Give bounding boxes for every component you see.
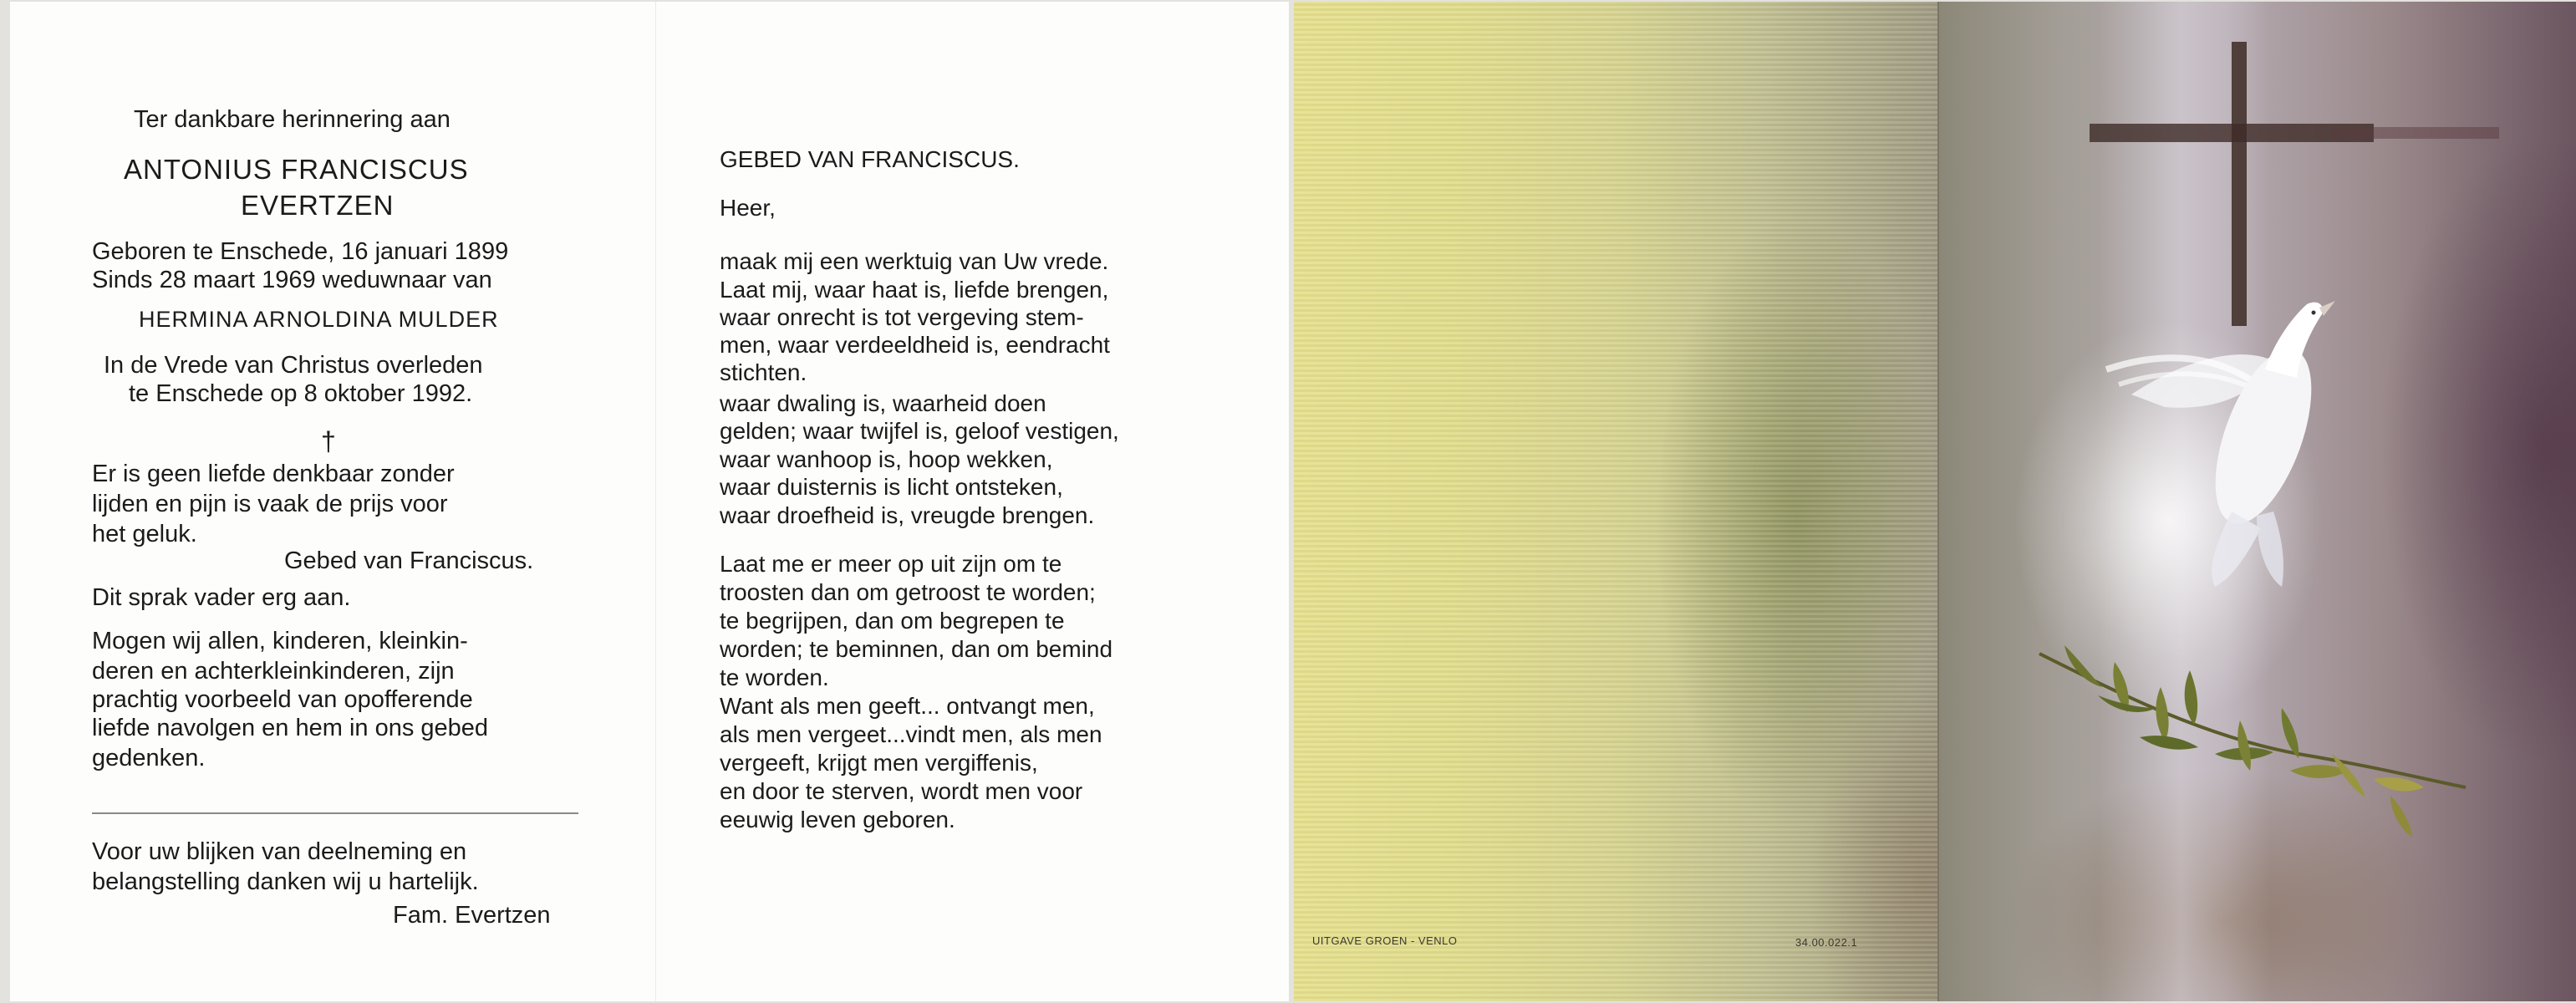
prayer-line: gelden; waar twijfel is, geloof vestigen, <box>720 418 1119 444</box>
prayer-title: GEBED VAN FRANCISCUS. <box>720 146 1020 172</box>
death-line2: te Enschede op 8 oktober 1992. <box>129 380 473 407</box>
catalog-number: 34.00.022.1 <box>1795 936 1858 949</box>
birth-line: Geboren te Enschede, 16 januari 1899 <box>92 238 509 265</box>
spouse-name: HERMINA ARNOLDINA MULDER <box>139 307 499 332</box>
widower-line: Sinds 28 maart 1969 weduwnaar van <box>92 267 492 293</box>
cross-symbol: † <box>321 426 336 456</box>
prayer-line: Laat me er meer op uit zijn om te <box>720 551 1062 577</box>
prayer-line: worden; te beminnen, dan om bemind <box>720 636 1113 662</box>
intro-text: Ter dankbare herinnering aan <box>134 106 451 133</box>
prayer-line: waar dwaling is, waarheid doen <box>720 390 1046 416</box>
prayer-line: te worden. <box>720 664 829 690</box>
artwork-illustration <box>1939 2 2576 1001</box>
wish-line-4: liefde navolgen en hem in ons gebed <box>92 715 489 741</box>
prayer-line: waar duisternis is licht ontsteken, <box>720 474 1063 500</box>
thanks-line-1: Voor uw blijken van deelneming en <box>92 838 467 865</box>
prayer-panel <box>655 2 1289 1001</box>
prayer-line: waar droefheid is, vreugde brengen. <box>720 502 1095 528</box>
prayer-line: stichten. <box>720 359 807 385</box>
wish-line-1: Mogen wij allen, kinderen, kleinkin- <box>92 628 468 654</box>
prayer-line: te begrijpen, dan om begrepen te <box>720 608 1065 634</box>
deceased-name-line2: EVERTZEN <box>241 190 395 221</box>
prayer-line: vergeeft, krijgt men vergiffenis, <box>720 750 1038 776</box>
divider-line <box>92 812 578 814</box>
prayer-line: Laat mij, waar haat is, liefde brengen, <box>720 277 1109 303</box>
prayer-line: waar onrecht is tot vergeving stem- <box>720 304 1084 330</box>
note-line: Dit sprak vader erg aan. <box>92 584 351 611</box>
publisher-imprint: UITGAVE GROEN - VENLO <box>1312 934 1458 947</box>
artwork-right-panel <box>1937 2 2576 1001</box>
deceased-name-line1: ANTONIUS FRANCISCUS <box>124 154 469 185</box>
prayer-line: als men vergeet...vindt men, als men <box>720 721 1102 747</box>
quote-line-2: lijden en pijn is vaak de prijs voor <box>92 491 448 517</box>
prayer-line: waar wanhoop is, hoop wekken, <box>720 446 1053 472</box>
death-line1: In de Vrede van Christus overleden <box>104 352 483 379</box>
quote-source: Gebed van Franciscus. <box>284 547 534 574</box>
prayer-line: men, waar verdeeldheid is, eendracht <box>720 332 1110 358</box>
olive-branch-icon <box>2039 645 2466 838</box>
cross-icon <box>2090 42 2499 326</box>
prayer-line: troosten dan om getroost te worden; <box>720 579 1096 605</box>
quote-line-1: Er is geen liefde denkbaar zonder <box>92 461 455 487</box>
artwork-left-panel <box>1294 2 1937 1001</box>
wish-line-2: deren en achterkleinkinderen, zijn <box>92 658 455 685</box>
thanks-line-2: belangstelling danken wij u hartelijk. <box>92 868 479 895</box>
prayer-line: eeuwig leven geboren. <box>720 807 955 832</box>
memorial-panel <box>10 2 655 1001</box>
prayer-salutation: Heer, <box>720 195 776 221</box>
prayer-line: en door te sterven, wordt men voor <box>720 778 1083 804</box>
dove-icon <box>2106 301 2335 587</box>
prayer-line: Want als men geeft... ontvangt men, <box>720 693 1095 719</box>
family-signature: Fam. Evertzen <box>393 902 551 929</box>
wish-line-5: gedenken. <box>92 745 206 771</box>
wish-line-3: prachtig voorbeeld van opofferende <box>92 686 473 713</box>
prayer-line: maak mij een werktuig van Uw vrede. <box>720 248 1109 274</box>
quote-line-3: het geluk. <box>92 521 197 547</box>
